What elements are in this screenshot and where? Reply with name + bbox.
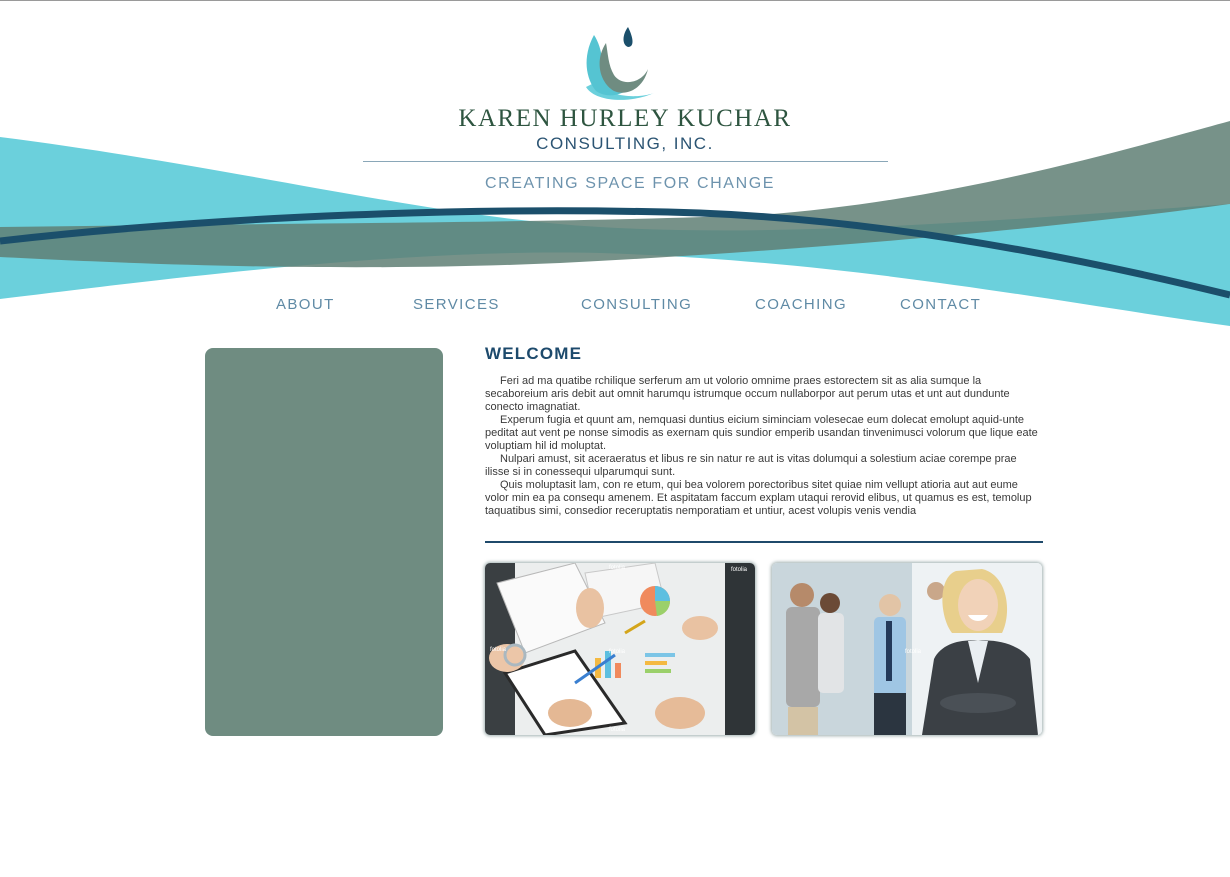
welcome-body bbox=[485, 375, 1043, 518]
body-paragraph: Feri ad ma quatibe rchilique serferum am ut volorio omnime praes estorectem sit as alia sumque la secaboreium aris debit aut omnit harumqu istrumque occum nullaborpor aut perum utas et unt aut dundunte conecto imagnatiat. bbox=[485, 375, 1010, 413]
watermark-text: fotolia bbox=[905, 649, 922, 655]
brand-tagline: CREATING SPACE FOR CHANGE bbox=[484, 175, 776, 192]
watermark-text: fotolia bbox=[731, 567, 748, 573]
brand-divider bbox=[363, 161, 888, 162]
body-paragraph: Quis moluptasit lam, con re etum, qui bea volorem porectoribus sitet quiae nim vellupt atioria aut aut eume volor min ea pa consequ amenem. Et aspitatam faccum explam utaqui rerovid elibus, ut quamus es est, temolup taquatibus simi, consedior receruptatis nemporatiam et untiur, acest volupis venis vendia bbox=[485, 479, 1032, 517]
logo-mark-icon bbox=[582, 21, 658, 103]
nav-about[interactable]: ABOUT bbox=[276, 296, 335, 313]
brand-subtitle: CONSULTING, INC. bbox=[536, 134, 714, 153]
photo-businesswoman bbox=[772, 563, 1042, 735]
body-paragraph: Nulpari amust, sit aceraeratus et libus re sin natur re aut is vitas dolumqui a solestium aciae corempe prae ilisse si in conessequi ulparumqui sunt. bbox=[485, 453, 1017, 478]
body-paragraph: Experum fugia et quunt am, nemquasi duntius eicium siminciam volesecae eum dolecat emolupt aquid-unte peditat aut vent pe nonse simodis as exernam quis sundior emperib usandan tinvenimusci volorum que lique eate voluptiam hil id moluptat. bbox=[485, 414, 1038, 452]
nav-coaching[interactable]: COACHING bbox=[755, 296, 848, 313]
nav-consulting[interactable]: CONSULTING bbox=[581, 296, 693, 313]
watermark-text: fotolia bbox=[609, 565, 626, 571]
watermark-text: fotolia bbox=[490, 647, 507, 653]
watermark-text: fotolia bbox=[609, 727, 626, 733]
sidebar-panel bbox=[205, 348, 443, 736]
photo-business-documents bbox=[485, 563, 755, 735]
welcome-heading: WELCOME bbox=[485, 344, 583, 363]
brand-name: KAREN HURLEY KUCHAR bbox=[458, 105, 792, 132]
watermark-text: fotolia bbox=[609, 649, 626, 655]
nav-contact[interactable]: CONTACT bbox=[900, 296, 982, 313]
content-divider bbox=[485, 541, 1043, 543]
nav-services[interactable]: SERVICES bbox=[413, 296, 500, 313]
